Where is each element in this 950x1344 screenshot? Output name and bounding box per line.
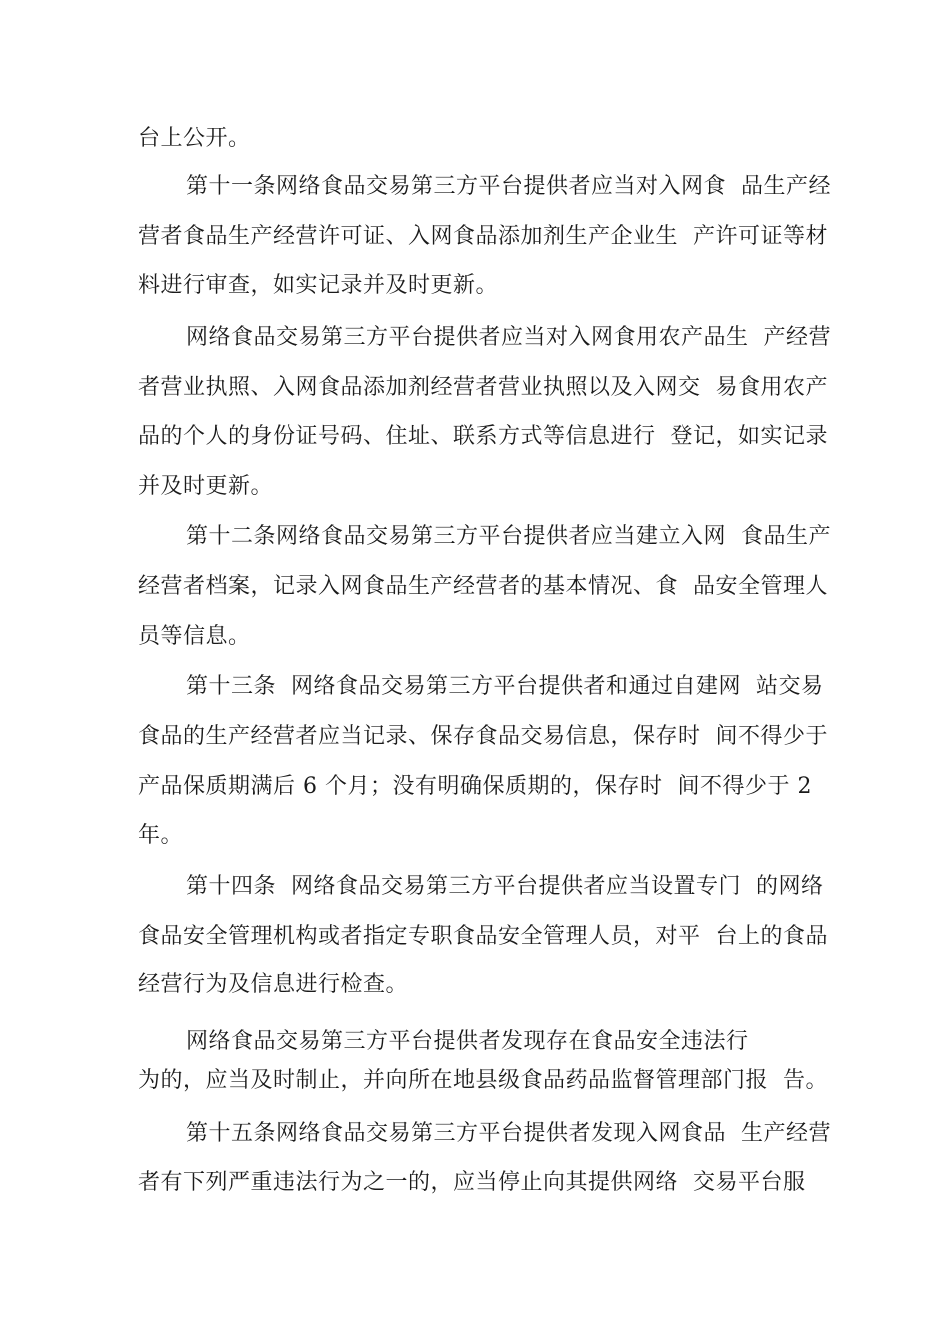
text-line: 为的，应当及时制止，并向所在地县级食品药品监督管理部门报 告。 bbox=[138, 1068, 828, 1093]
text-line: 员等信息。 bbox=[138, 624, 251, 649]
text-line: 者营业执照、入网食品添加剂经营者营业执照以及入网交 易食用农产 bbox=[138, 375, 828, 400]
text-line: 年。 bbox=[138, 823, 184, 848]
text-line: 第十二条网络食品交易第三方平台提供者应当建立入网 食品生产 bbox=[186, 524, 831, 549]
text-line: 第十三条 网络食品交易第三方平台提供者和通过自建网 站交易 bbox=[186, 674, 824, 699]
text-line: 营者食品生产经营许可证、入网食品添加剂生产企业生 产许可证等材 bbox=[138, 224, 828, 249]
text-line: 并及时更新。 bbox=[138, 474, 274, 499]
text-line: 台上公开。 bbox=[138, 126, 251, 151]
text-line: 经营者档案，记录入网食品生产经营者的基本情况、食 品安全管理人 bbox=[138, 574, 828, 599]
text-line: 第十四条 网络食品交易第三方平台提供者应当设置专门 的网络 bbox=[186, 874, 824, 899]
text-line: 食品安全管理机构或者指定专职食品安全管理人员，对平 台上的食品 bbox=[138, 924, 828, 949]
text-line: 者有下列严重违法行为之一的，应当停止向其提供网络 交易平台服 bbox=[138, 1170, 806, 1195]
text-line: 料进行审查，如实记录并及时更新。 bbox=[138, 273, 499, 298]
text-line: 第十一条网络食品交易第三方平台提供者应当对入网食 品生产经 bbox=[186, 174, 831, 199]
text-line: 网络食品交易第三方平台提供者应当对入网食用农产品生 产经营 bbox=[186, 325, 831, 350]
text-line: 食品的生产经营者应当记录、保存食品交易信息，保存时 间不得少于 bbox=[138, 724, 828, 749]
text-line: 品的个人的身份证号码、住址、联系方式等信息进行 登记，如实记录 bbox=[138, 424, 828, 449]
text-line: 经营行为及信息进行检查。 bbox=[138, 972, 409, 997]
text-line: 产品保质期满后 6 个月；没有明确保质期的，保存时 间不得少于 2 bbox=[138, 774, 812, 799]
text-line: 网络食品交易第三方平台提供者发现存在食品安全违法行 bbox=[186, 1029, 749, 1054]
text-line: 第十五条网络食品交易第三方平台提供者发现入网食品 生产经营 bbox=[186, 1121, 831, 1146]
